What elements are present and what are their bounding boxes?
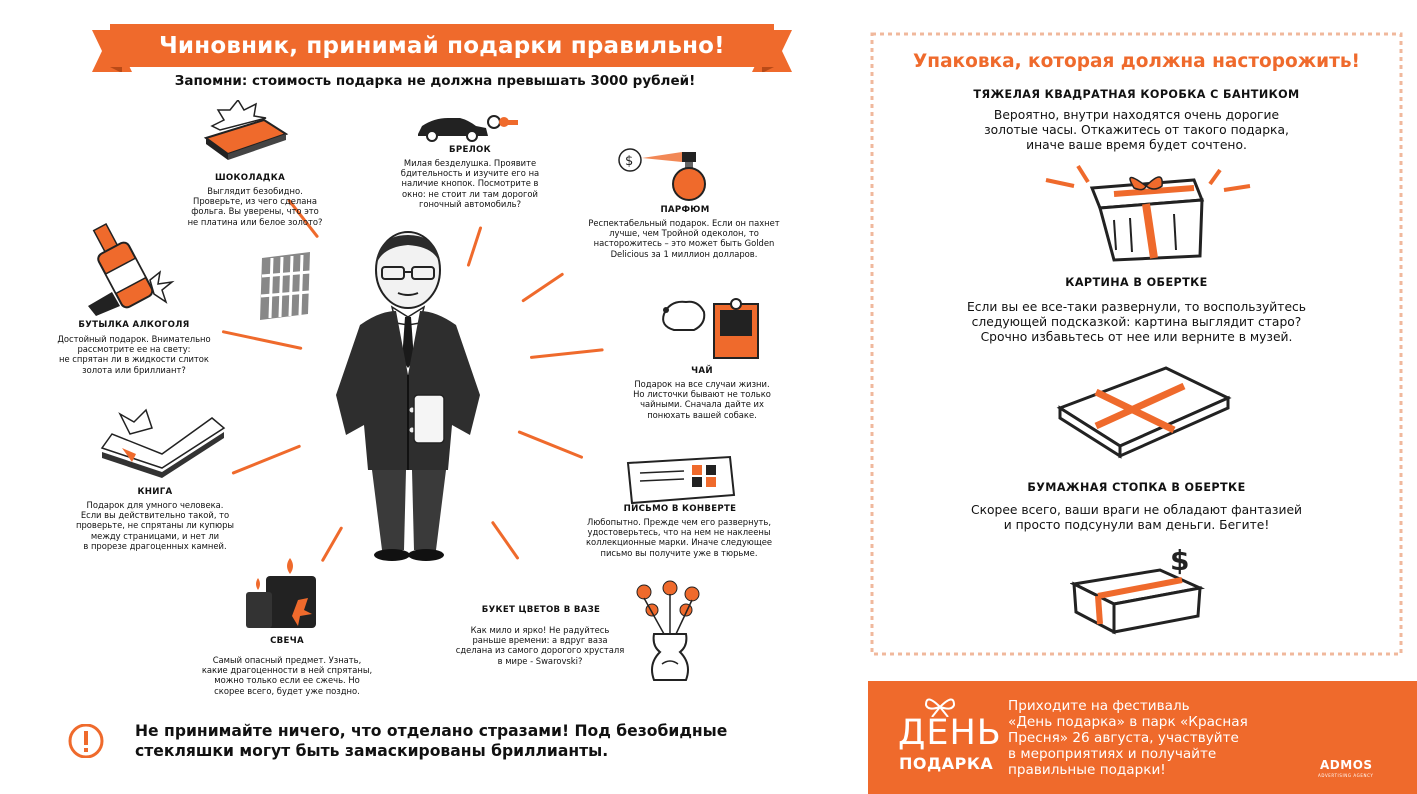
promo-text: Приходите на фестиваль «День подарка» в парк «Красная Пресня» 26 августа, участвуйте в мероприятиях и получайте правильные подарки! bbox=[1008, 698, 1248, 778]
promo-logo-line1: ДЕНЬ bbox=[898, 713, 1002, 753]
keychain-car-icon bbox=[414, 108, 524, 144]
item-title-candle: СВЕЧА bbox=[270, 636, 304, 646]
section-title-box: ТЯЖЕЛАЯ КВАДРАТНАЯ КОРОБКА С БАНТИКОМ bbox=[973, 88, 1300, 101]
brand-tagline: ADVERTISING AGENCY bbox=[1318, 773, 1374, 778]
item-title-letter: ПИСЬМО В КОНВЕРТЕ bbox=[623, 504, 737, 514]
money-stack-icon bbox=[1070, 540, 1230, 636]
official-illustration bbox=[320, 225, 500, 565]
svg-text:$: $ bbox=[1170, 544, 1190, 577]
item-desc-tea: Подарок на все случаи жизни. Но листочки бывают не только чайными. Сначала дайте их понюхать вашей собаке. bbox=[633, 379, 771, 420]
ray bbox=[521, 272, 564, 302]
item-desc-book: Подарок для умного человека. Если вы действительно такой, то проверьте, не спрятаны ли купюры между страницами, и нет ли в прорезе драгоценных камней. bbox=[75, 500, 235, 551]
headline-banner bbox=[92, 24, 792, 72]
item-title-flowers: БУКЕТ ЦВЕТОВ В ВАЗЕ bbox=[481, 605, 601, 615]
item-title-keychain: БРЕЛОК bbox=[449, 145, 491, 155]
subtitle: Запомни: стоимость подарка не должна превышать 3000 рублей! bbox=[174, 73, 696, 89]
flower-vase-icon bbox=[630, 580, 710, 684]
item-desc-perfume: Респектабельный подарок. Если он пахнет лучше, чем Тройной одеколон, то насторожитесь – это может быть Golden Delicious за 1 миллион долларов. bbox=[588, 218, 780, 259]
prison-bars-icon bbox=[258, 252, 314, 320]
card-title: Упаковка, которая должна насторожить! bbox=[913, 51, 1360, 72]
packaging-card bbox=[866, 28, 1407, 660]
book-icon bbox=[92, 408, 232, 484]
brand-logo: ADMOS bbox=[1320, 758, 1373, 772]
item-desc-chocolate: Выглядит безобидно. Проверьте, из чего сделана фольга. Вы уверены, что это не платина или белое золото? bbox=[187, 186, 323, 227]
section-title-stack: БУМАЖНАЯ СТОПКА В ОБЕРТКЕ bbox=[1027, 481, 1246, 494]
perfume-icon bbox=[616, 146, 720, 202]
item-desc-candle: Самый опасный предмет. Узнать, какие драгоценности в ней спрятаны, можно только если ее сжечь. Но скорее всего, будет уже поздно. bbox=[201, 655, 373, 696]
gift-box-icon bbox=[1044, 164, 1254, 264]
headline: Чиновник, принимай подарки правильно! bbox=[159, 33, 725, 59]
ray bbox=[231, 444, 301, 475]
item-title-perfume: ПАРФЮМ bbox=[660, 205, 710, 215]
item-title-chocolate: ШОКОЛАДКА bbox=[214, 173, 286, 183]
exclamation-icon bbox=[66, 724, 106, 758]
ray bbox=[517, 430, 583, 459]
item-desc-alcohol: Достойный подарок. Внимательно рассмотрите ее на свету: не спрятан ли в жидкости слиток золота или бриллиант? bbox=[57, 334, 211, 375]
candle-icon bbox=[244, 556, 318, 630]
envelope-icon bbox=[626, 455, 736, 505]
item-title-alcohol: БУТЫЛКА АЛКОГОЛЯ bbox=[78, 320, 190, 330]
section-desc-stack: Скорее всего, ваши враги не обладают фантазией и просто подсунули вам деньги. Бегите! bbox=[971, 503, 1302, 532]
item-desc-flowers: Как мило и ярко! Не радуйтесь раньше времени: а вдруг ваза сделана из самого дорогого хрусталя в мире - Swarovski? bbox=[455, 625, 625, 666]
section-title-painting: КАРТИНА В ОБЕРТКЕ bbox=[1065, 276, 1208, 289]
alcohol-bottle-icon bbox=[76, 220, 180, 316]
item-title-book: КНИГА bbox=[137, 487, 173, 497]
svg-text:$: $ bbox=[625, 154, 634, 169]
tea-bag-icon bbox=[658, 290, 768, 364]
chocolate-icon bbox=[200, 100, 292, 166]
promo-banner bbox=[868, 681, 1417, 794]
warning-text: Не принимайте ничего, что отделано стразами! Под безобидные стекляшки могут быть замаскированы бриллианты. bbox=[135, 722, 728, 760]
item-desc-letter: Любопытно. Прежде чем его развернуть, удостоверьтесь, что на нем не наклеены коллекционные марки. Иначе следующее письмо вы получите уже в тюрьме. bbox=[585, 517, 773, 558]
promo-logo-line2: ПОДАРКА bbox=[899, 754, 994, 773]
wrapped-painting-icon bbox=[1056, 362, 1232, 462]
ray bbox=[530, 348, 604, 359]
section-desc-painting: Если вы ее все-таки развернули, то воспользуйтесь следующей подсказкой: картина выглядит старо? Срочно избавьтесь от нее или верните в музей. bbox=[966, 300, 1307, 344]
item-title-tea: ЧАЙ bbox=[691, 366, 713, 376]
section-desc-box: Вероятно, внутри находятся очень дорогие золотые часы. Откажитесь от такого подарка, иначе ваше время будет сочтено. bbox=[984, 108, 1289, 152]
ray bbox=[222, 330, 303, 350]
item-desc-keychain: Милая безделушка. Проявите бдительность и изучите его на наличие кнопок. Посмотрите в окно: не стоит ли там дорогой гоночный автомобиль? bbox=[400, 158, 540, 209]
